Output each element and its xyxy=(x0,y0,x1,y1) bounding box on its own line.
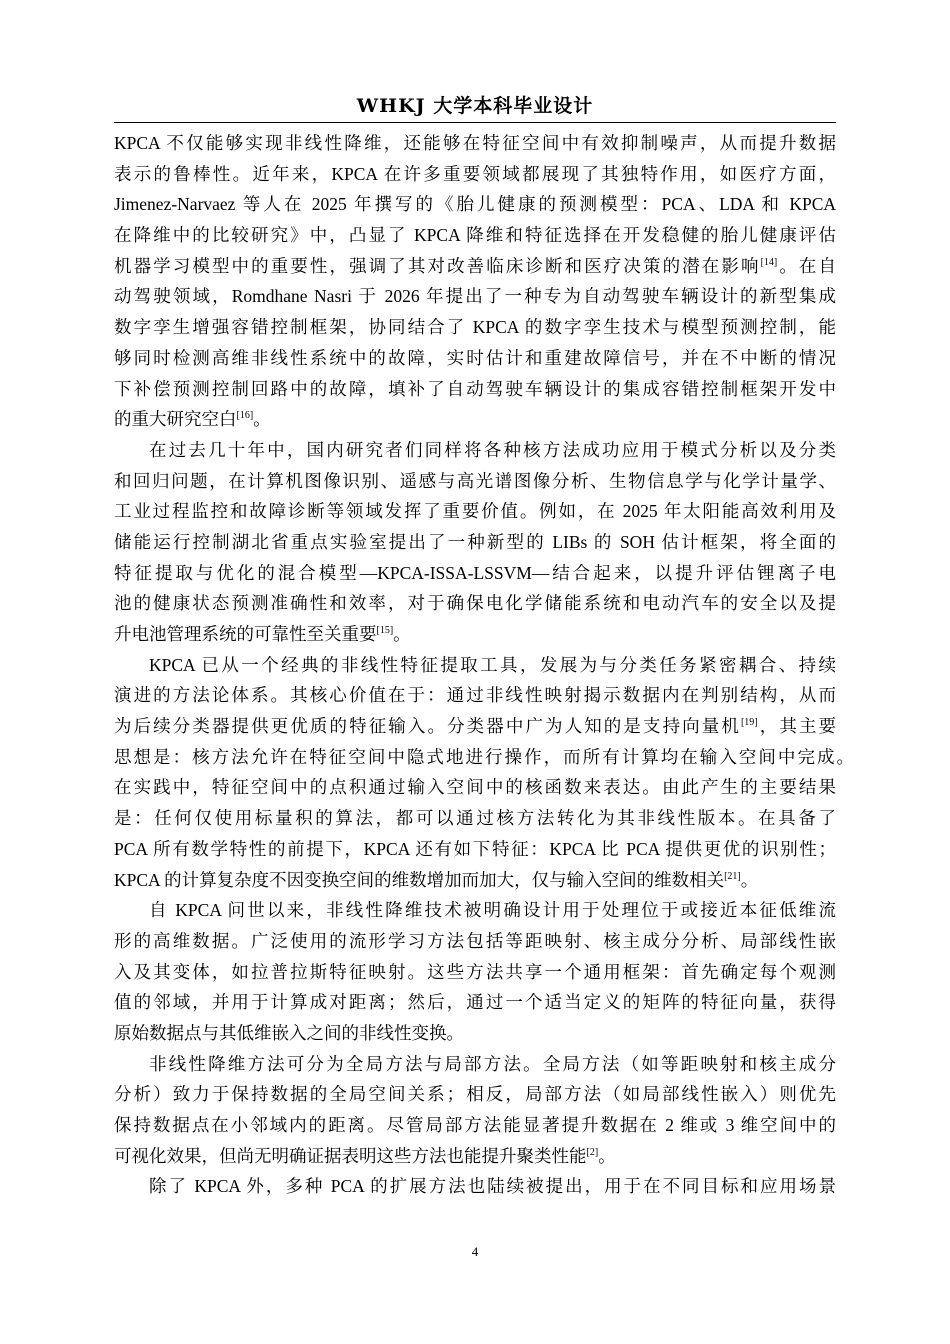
text-line: 形的高维数据。广泛使用的流形学习方法包括等距映射、核主成分分析、局部线性嵌 xyxy=(114,930,836,951)
citation: [19] xyxy=(740,717,758,729)
text-segment: 升电池管理系统的可靠性至关重要 xyxy=(114,624,377,644)
text-line: 表示的鲁棒性。近年来，KPCA 在许多重要领域都展现了其独特作用，如医疗方面， xyxy=(114,163,836,184)
header-rule xyxy=(114,122,836,123)
citation: [2] xyxy=(586,1146,599,1158)
paragraph-4 xyxy=(114,895,836,1048)
text-line: 演进的方法论体系。其核心价值在于：通过非线性映射揭示数据内在判别结构，从而 xyxy=(114,685,836,706)
text-line-with-citation xyxy=(114,251,836,282)
text-segment: 。在自 xyxy=(777,255,837,276)
text-segment: 。 xyxy=(253,409,271,430)
text-line-with-citation xyxy=(114,711,836,742)
text-line: PCA 所有数学特性的前提下，KPCA 还有如下特征：KPCA 比 PCA 提供更优的识别性； xyxy=(114,838,836,859)
text-line: 非线性降维方法可分为全局方法与局部方法。全局方法（如等距映射和核主成分 xyxy=(149,1053,836,1074)
text-line: Jimenez-Narvaez 等人在 2025 年撰写的《胎儿健康的预测模型：PCA、LDA 和 KPCA xyxy=(114,194,836,215)
text-line: 入及其变体，如拉普拉斯特征映射。这些方法共享一个通用框架：首先确定每个观测 xyxy=(114,961,836,982)
text-line: 除了 KPCA 外，多种 PCA 的扩展方法也陆续被提出，用于在不同目标和应用场景 xyxy=(149,1176,836,1197)
text-segment: 可视化效果，但尚无明确证据表明这些方法也能提升聚类性能 xyxy=(114,1145,587,1166)
text-line-with-citation xyxy=(114,404,836,435)
text-segment: 的重大研究空白 xyxy=(114,409,237,430)
text-line: 保持数据点在小邻域内的距离。尽管局部方法能显著提升数据在 2 维或 3 维空间中的 xyxy=(114,1115,836,1135)
citation: [15] xyxy=(376,625,394,637)
text-line: 动驾驶领域，Romdhane Nasri 于 2026 年提出了一种专为自动驾驶车辆设计的新型集成 xyxy=(114,286,836,307)
citation: [16] xyxy=(236,410,254,422)
text-line: 够同时检测高维非线性系统中的故障，实时估计和重建故障信号，并在不中断的情况 xyxy=(114,347,836,368)
text-line: 在实践中，特征空间中的点积通过输入空间中的核函数来表达。由此产生的主要结果 xyxy=(114,777,836,798)
text-line: 思想是：核方法允许在特征空间中隐式地进行操作，而所有计算均在输入空间中完成。 xyxy=(114,746,854,767)
text-segment: ，其主要 xyxy=(757,716,837,737)
text-line: 下补偿预测控制回路中的故障，填补了自动驾驶车辆设计的集成容错控制框架开发中 xyxy=(114,378,836,399)
text-line: 工业过程监控和故障诊断等领域发挥了重要价值。例如，在 2025 年太阳能高效利用及 xyxy=(114,501,836,522)
text-line: 值的邻域，并用于计算成对距离；然后，通过一个适当定义的矩阵的特征向量，获得 xyxy=(114,992,836,1013)
text-line: 和回归问题，在计算机图像识别、遥感与高光谱图像分析、生物信息学与化学计量学、 xyxy=(114,470,836,491)
text-segment: KPCA 的计算复杂度不因变换空间的维数增加而加大，仅与输入空间的维数相关 xyxy=(114,869,725,890)
text-segment: 机器学习模型中的重要性，强调了其对改善临床诊断和医疗决策的潜在影响 xyxy=(114,255,761,276)
text-line: 原始数据点与其低维嵌入之间的非线性变换。 xyxy=(114,1022,464,1043)
page-header-title: WHKJ 大学本科毕业设计 xyxy=(356,95,594,117)
citation: [21] xyxy=(724,870,741,882)
text-line: 是：任何仅使用标量积的算法，都可以通过核方法转化为其非线性版本。在具备了 xyxy=(114,808,836,829)
text-line-with-citation xyxy=(114,865,836,896)
text-segment: 为后续分类器提供更优质的特征输入。分类器中广为人知的是支持向量机 xyxy=(114,716,741,737)
text-segment: 。 xyxy=(740,869,759,890)
paragraph-5 xyxy=(114,1049,836,1172)
paragraph-1 xyxy=(114,128,836,435)
text-line-with-citation xyxy=(114,1141,836,1172)
paragraph-2 xyxy=(114,435,836,650)
page-number: 4 xyxy=(471,1244,479,1259)
paragraph-3 xyxy=(114,650,854,896)
text-line: 数字孪生增强容错控制框架，协同结合了 KPCA 的数字孪生技术与模型预测控制，能 xyxy=(114,317,836,338)
text-line: 特征提取与优化的混合模型—KPCA-ISSA-LSSVM—结合起来，以提升评估锂离子电 xyxy=(114,562,836,583)
text-segment: 。 xyxy=(598,1145,616,1166)
paragraph-6 xyxy=(114,1171,836,1202)
citation: [14] xyxy=(760,256,778,268)
text-line: 在过去几十年中，国内研究者们同样将各种核方法成功应用于模式分析以及分类 xyxy=(149,439,836,460)
body-text xyxy=(114,128,854,1202)
text-segment: 。 xyxy=(393,624,411,644)
text-line: KPCA 不仅能够实现非线性降维，还能够在特征空间中有效抑制噪声，从而提升数据 xyxy=(114,133,836,153)
text-line: 池的健康状态预测准确性和效率，对于确保电化学储能系统和电动汽车的安全以及提 xyxy=(114,593,836,614)
text-line: 分析）致力于保持数据的全局空间关系；相反，局部方法（如局部线性嵌入）则优先 xyxy=(114,1084,836,1105)
text-line: 在降维中的比较研究》中，凸显了 KPCA 降维和特征选择在开发稳健的胎儿健康评估 xyxy=(114,225,836,246)
text-line: 储能运行控制湖北省重点实验室提出了一种新型的 LIBs 的 SOH 估计框架，将全面的 xyxy=(114,531,836,552)
text-line-with-citation xyxy=(114,619,836,650)
text-line: KPCA 已从一个经典的非线性特征提取工具，发展为与分类任务紧密耦合、持续 xyxy=(149,654,836,675)
text-line: 自 KPCA 问世以来，非线性降维技术被明确设计用于处理位于或接近本征低维流 xyxy=(149,900,836,921)
